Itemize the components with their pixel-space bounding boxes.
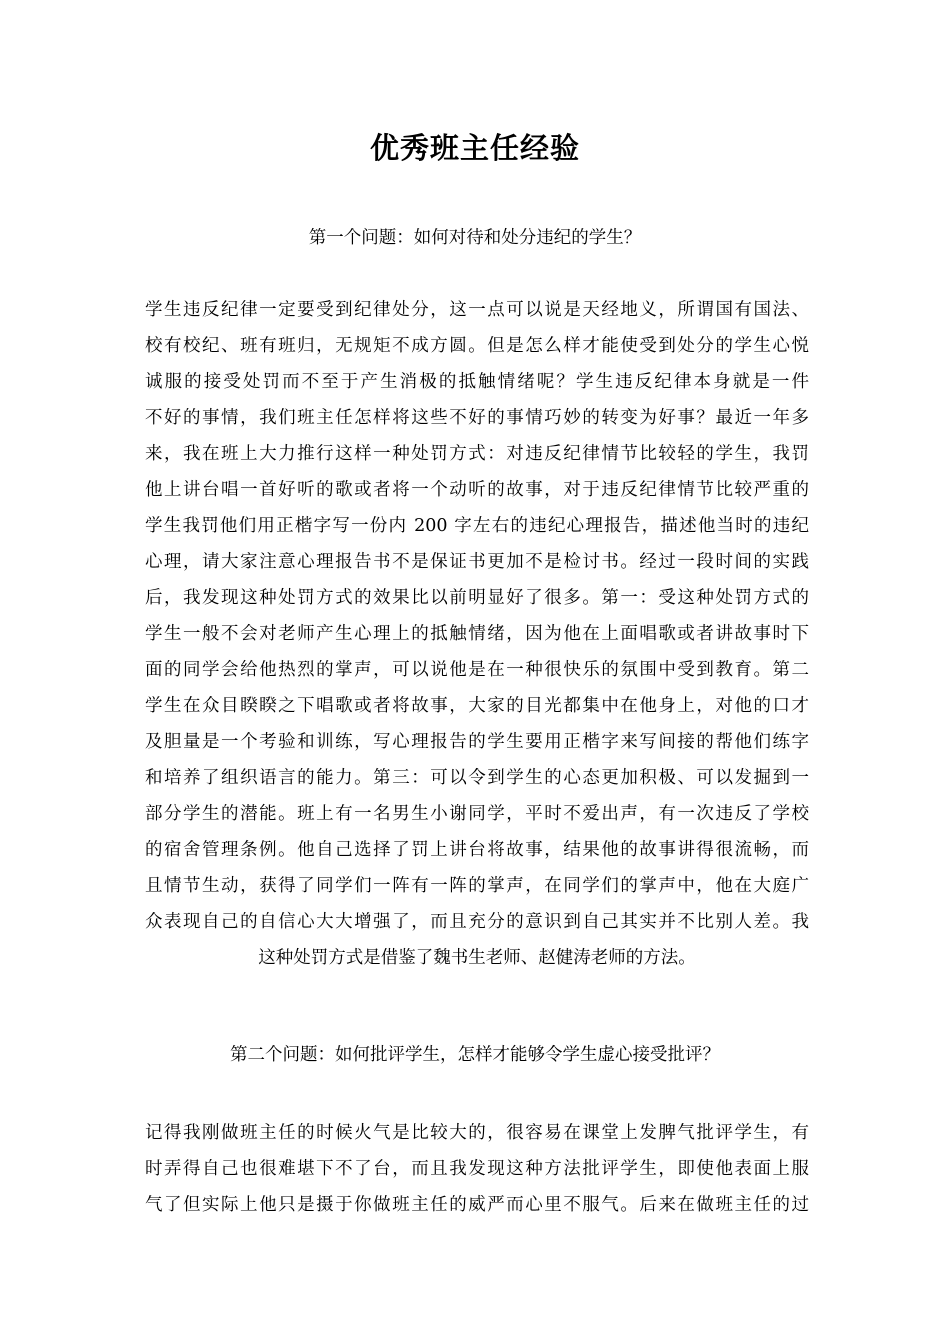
paragraph-line: 校有校纪、班有班归，无规矩不成方圆。但是怎么样才能使受到处分的学生心悦: [145, 336, 809, 356]
paragraph-line: 的宿舍管理条例。他自己选择了罚上讲台将故事，结果他的故事讲得很流畅，而: [145, 840, 809, 860]
paragraph-line: 时弄得自己也很难堪下不了台，而且我发现这种方法批评学生，即使他表面上服: [145, 1159, 809, 1179]
paragraph-line: 学生我罚他们用正楷字写一份内 200 字左右的违纪心理报告，描述他当时的违纪: [145, 516, 809, 536]
paragraph-line: 后，我发现这种处罚方式的效果比以前明显好了很多。第一：受这种处罚方式的: [145, 588, 809, 608]
paragraph-line: 学生在众目睽睽之下唱歌或者将故事，大家的目光都集中在他身上，对他的口才: [145, 696, 809, 716]
paragraph-line: 面的同学会给他热烈的掌声，可以说他是在一种很快乐的氛围中受到教育。第二: [145, 660, 809, 680]
paragraph-line: 和培养了组织语言的能力。第三：可以令到学生的心态更加积极、可以发掘到一: [145, 768, 809, 788]
paragraph-line: 这种处罚方式是借鉴了魏书生老师、赵健涛老师的方法。: [258, 948, 696, 968]
paragraph-line: 诚服的接受处罚而不至于产生消极的抵触情绪呢？学生违反纪律本身就是一件: [145, 372, 809, 392]
paragraph-line: 学生一般不会对老师产生心理上的抵触情绪，因为他在上面唱歌或者讲故事时下: [145, 624, 809, 644]
paragraph-line: 来，我在班上大力推行这样一种处罚方式：对违反纪律情节比较轻的学生，我罚: [145, 444, 809, 464]
paragraph-line: 记得我刚做班主任的时候火气是比较大的，很容易在课堂上发脾气批评学生，有: [145, 1123, 809, 1143]
paragraph-line: 他上讲台唱一首好听的歌或者将一个动听的故事，对于违反纪律情节比较严重的: [145, 480, 809, 500]
section-1-heading: 第一个问题：如何对待和处分违纪的学生？: [308, 228, 642, 248]
paragraph-line: 气了但实际上他只是摄于你做班主任的威严而心里不服气。后来在做班主任的过: [145, 1195, 809, 1215]
paragraph-line: 及胆量是一个考验和训练，写心理报告的学生要用正楷字来写间接的帮他们练字: [145, 732, 809, 752]
paragraph-line: 且情节生动，获得了同学们一阵有一阵的掌声，在同学们的掌声中，他在大庭广: [145, 876, 809, 896]
section-2-heading: 第二个问题：如何批评学生，怎样才能够令学生虚心接受批评？: [230, 1045, 720, 1065]
paragraph-line: 学生违反纪律一定要受到纪律处分，这一点可以说是天经地义，所谓国有国法、: [145, 300, 809, 320]
paragraph-line: 部分学生的潜能。班上有一名男生小谢同学，平时不爱出声，有一次违反了学校: [145, 804, 809, 824]
paragraph-line: 不好的事情，我们班主任怎样将这些不好的事情巧妙的转变为好事？最近一年多: [145, 408, 809, 428]
paragraph-line: 众表现自己的自信心大大增强了，而且充分的意识到自己其实并不比别人差。我: [145, 912, 809, 932]
document-title: 优秀班主任经验: [369, 131, 580, 165]
paragraph-line: 心理，请大家注意心理报告书不是保证书更加不是检讨书。经过一段时间的实践: [145, 552, 809, 572]
